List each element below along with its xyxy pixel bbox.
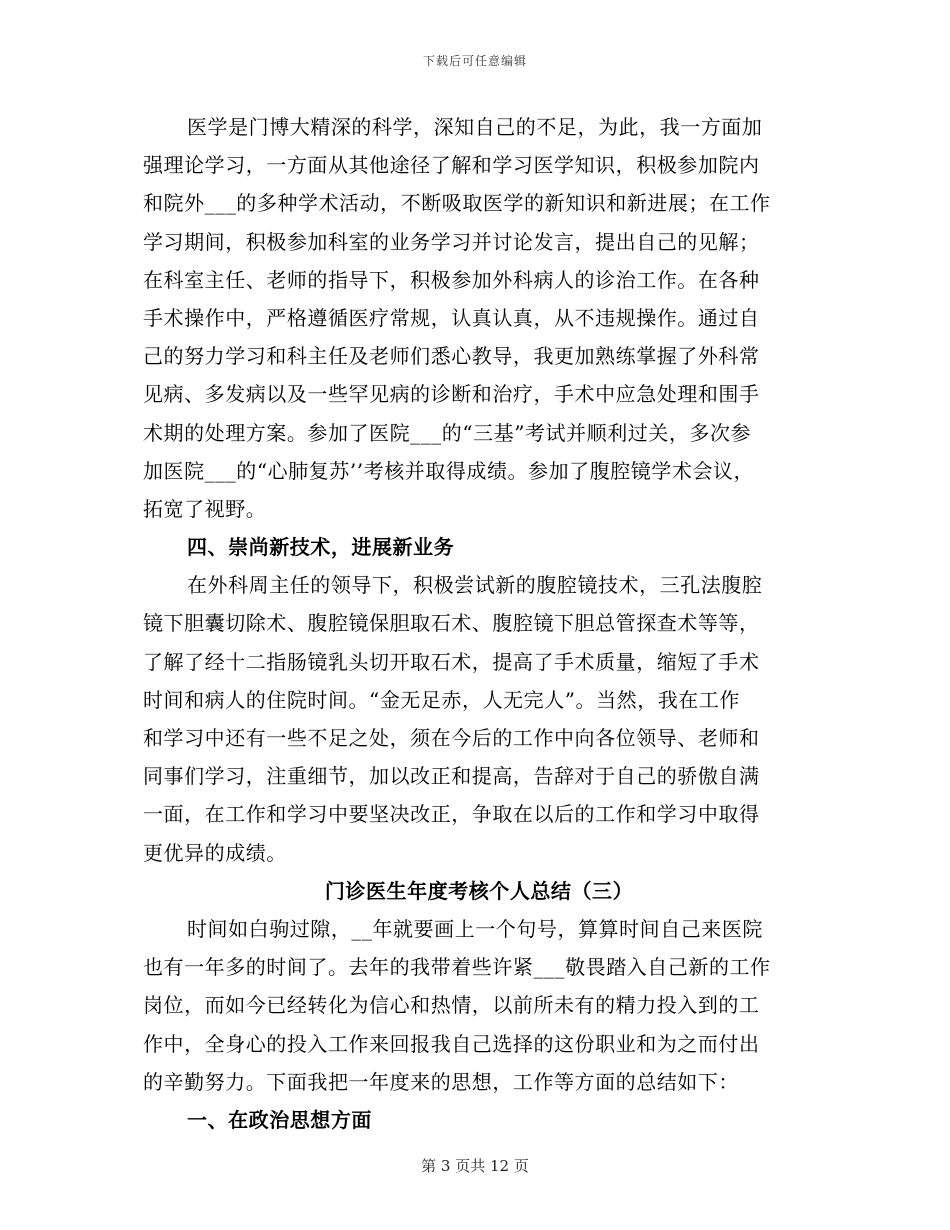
page-number-footer: 第 3 页共 12 页	[421, 1157, 529, 1175]
paragraph-line: 更优异的成绩。	[143, 840, 287, 865]
section-heading-four: 四、崇尚新技术，进展新业务	[187, 535, 455, 560]
paragraph-line: 学习期间，积极参加科室的业务学习并讨论发言，提出自己的见解；	[143, 229, 760, 254]
paragraph-line: 也有一年多的时间了。去年的我带着些许紧___敬畏踏入自己新的工作	[143, 955, 771, 980]
paragraph-line: 的辛勤努力。下面我把一年度来的思想，工作等方面的总结如下：	[143, 1069, 739, 1094]
page-header-watermark: 下载后可任意编辑	[422, 54, 527, 68]
document-section-title: 门诊医生年度考核个人总结（三）	[324, 878, 634, 903]
section-heading-one: 一、在政治思想方面	[187, 1107, 372, 1132]
paragraph-line: 了解了经十二指肠镜乳头切开取石术，提高了手术质量，缩短了手术	[143, 649, 760, 674]
paragraph-line: 和院外___的多种学术活动，不断吸取医学的新知识和新进展；在工作	[143, 191, 771, 216]
paragraph-line: 见病、多发病以及一些罕见病的诊断和治疗，手术中应急处理和围手	[143, 382, 760, 407]
paragraph-line: 强理论学习，一方面从其他途径了解和学习医学知识，积极参加院内	[143, 153, 760, 178]
paragraph-line: 术期的处理方案。参加了医院___的“三基”考试并顺利过关，多次参	[143, 420, 752, 445]
paragraph-line: 己的努力学习和科主任及老师们悉心教导，我更加熟练掌握了外科常	[143, 344, 760, 369]
paragraph-line: 岗位，而如今已经转化为信心和热情，以前所未有的精力投入到的工	[143, 993, 760, 1018]
paragraph-line: 手术操作中，严格遵循医疗常规，认真认真，从不违规操作。通过自	[143, 305, 760, 330]
paragraph-line: 一面，在工作和学习中要坚决改正，争取在以后的工作和学习中取得	[143, 802, 760, 827]
paragraph-line: 镜下胆囊切除术、腹腔镜保胆取石术、腹腔镜下胆总管探查术等等，	[143, 611, 760, 636]
paragraph-line: 同事们学习，注重细节，加以改正和提高，告辞对于自己的骄傲自满	[143, 764, 760, 789]
paragraph-line: 作中，全身心的投入工作来回报我自己选择的这份职业和为之而付出	[143, 1031, 760, 1056]
paragraph-line: 时间如白驹过隙，__年就要画上一个句号，算算时间自己来医院	[187, 916, 763, 941]
paragraph-line: 在科室主任、老师的指导下，积极参加外科病人的诊治工作。在各种	[143, 267, 760, 292]
document-body	[143, 108, 815, 1139]
paragraph-line: 在外科周主任的领导下，积极尝试新的腹腔镜技术，三孔法腹腔	[187, 573, 763, 598]
paragraph-line: 和学习中还有一些不足之处，须在今后的工作中向各位领导、老师和	[143, 726, 760, 750]
paragraph-line: 加医院___的“心肺复苏’’考核并取得成绩。参加了腹腔镜学术会议，	[143, 458, 755, 483]
paragraph-line: 拓宽了视野。	[143, 496, 267, 521]
paragraph-line: 医学是门博大精深的科学，深知自己的不足，为此，我一方面加	[187, 115, 763, 139]
paragraph-line: 时间和病人的住院时间。“金无足赤，人无完人”。当然，我在工作	[143, 687, 740, 712]
